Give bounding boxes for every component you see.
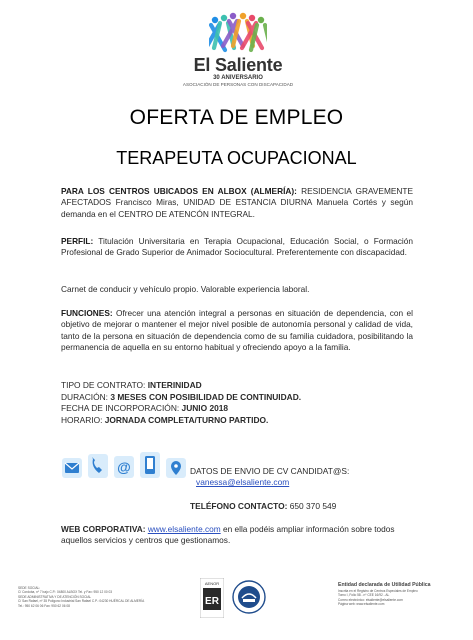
contract-type: [61, 380, 301, 392]
logo-subtitle: ASOCIACIÓN DE PERSONAS CON DISCAPACIDAD: [182, 82, 294, 87]
footer-addresses: [18, 586, 144, 608]
centers-label: PARA LOS CENTROS UBICADOS EN ALBOX (ALMERÍA):: [61, 186, 297, 196]
location-pin-icon: [166, 458, 186, 478]
web-paragraph: [61, 524, 413, 547]
phone-icon: [88, 454, 108, 478]
footer-line: C/ Cordoba, nº 7 bajo C.P.: 04800 ALBOX Tel. y Fax: 950 12 00 03: [18, 590, 113, 595]
contract-details: [61, 380, 301, 426]
contact-icons: [60, 448, 188, 482]
logo-name: El Saliente: [193, 55, 283, 75]
footer-legal-line: Tomo I, Folio 58 - nº CEE 16/92 - AL: [338, 593, 390, 598]
contract-duration-label: DURACIÓN:: [61, 391, 111, 402]
contract-schedule-label: HORARIO:: [61, 414, 105, 425]
requirements-paragraph: Carnet de conducir y vehículo propio. Valorable experiencia laboral.: [61, 284, 310, 294]
aenor-seal: [200, 578, 224, 618]
functions-label: FUNCIONES:: [61, 308, 113, 318]
job-title: TERAPEUTA OCUPACIONAL: [116, 148, 357, 168]
contract-schedule: [61, 415, 301, 427]
contract-start: [61, 403, 301, 415]
at-icon: [114, 456, 134, 478]
mail-icon: [62, 458, 82, 478]
contract-type-value: INTERINIDAD: [147, 380, 202, 390]
profile-text: Titulación Universitaria en Terapia Ocupacional, Educación Social, o Formación Profesional de Grado Superior de Animador Sociocultural. Preferentemente con discapacidad.: [61, 236, 413, 258]
quality-seal: [232, 580, 266, 614]
centers-text: RESIDENCIA GRAVEMENTE AFECTADOS Francisco Miras, UNIDAD DE ESTANCIA DIURNA Manuela Cortés y según demanda en el CENTRO DE ATENCÓN INTEGRAL.: [61, 186, 413, 219]
phone-label: TELÉFONO CONTACTO:: [190, 501, 290, 511]
functions-text: Ofrecer una atención integral a personas en situación de dependencia, con el objetivo de mejorar o mantener el mejor nivel posible de autonomía personal y calidad de vida, tanto de la persona en situación de dependencia como de su familia cuidadora, posibilitando la permanencia de aquella en su entorno habitual y ofreciendo apoyo a la familia.: [61, 308, 413, 353]
figure-head: [240, 13, 246, 19]
svg-text:@: @: [117, 459, 131, 475]
contract-duration-value: 3 MESES CON POSIBILIDAD DE CONTINUIDAD.: [110, 391, 302, 402]
people-figures-icon: [209, 12, 267, 54]
el-saliente-logo: [180, 12, 296, 88]
cv-contact-title: DATOS DE ENVIO DE CV CANDIDAT@S:: [190, 466, 350, 476]
footer-legal-line: Página web: www.elsaliente.com: [338, 602, 385, 607]
contract-duration: [61, 392, 301, 404]
web-link[interactable]: www.elsaliente.com: [147, 524, 221, 534]
contract-schedule-value: JORNADA COMPLETA/TURNO PARTIDO.: [104, 414, 269, 425]
contract-type-label: TIPO DE CONTRATO:: [61, 380, 148, 390]
phone-number: 650 370 549: [289, 501, 337, 511]
contact-phone: [190, 501, 336, 511]
footer-line: Tel.: 950 62 06 06 Fax: 950 62 06 08: [18, 603, 70, 608]
web-label: WEB CORPORATIVA:: [61, 524, 148, 534]
footer-legal-line: Inscrita en el Registro de Centros Especiales de Empleo: [338, 589, 418, 593]
profile-paragraph: [61, 236, 413, 259]
seal-label: AENOR: [204, 581, 220, 586]
cv-email-link[interactable]: vanessa@elsaliente.com: [196, 477, 290, 487]
footer-legal-line: Correo electrónico: elsaliente@elsaliente.com: [338, 597, 403, 602]
centers-paragraph: [61, 186, 413, 220]
web-text: en ella podéis ampliar información sobre todos aquellos servicios y centros que gestionamos.: [61, 524, 395, 546]
footer-line: SEDE ADMINISTRATIVA Y DE ATENCIÓN SOCIAL: [18, 594, 92, 599]
footer-legal: [338, 582, 456, 607]
footer-line: SEDE SOCIAL:: [18, 586, 41, 590]
logo-tagline: 30 ANIVERSARIO: [213, 75, 263, 81]
contract-start-label: FECHA DE INCORPORACIÓN:: [61, 403, 182, 413]
profile-label: PERFIL:: [61, 236, 94, 246]
page-title: OFERTA DE EMPLEO: [129, 106, 344, 129]
seal-text: ER: [205, 596, 219, 607]
mobile-icon: [140, 452, 160, 478]
figure-head: [230, 13, 236, 19]
figure-head: [221, 15, 227, 21]
footer-line: C/ San Rafael, nº 35 Polígono Industrial San Rafael C.P.: 04230 HUÉRCAL DE ALMERÍA: [18, 599, 145, 604]
contract-start-value: JUNIO 2018: [181, 403, 229, 413]
figure-head: [249, 15, 255, 21]
figure-head: [212, 17, 218, 23]
functions-paragraph: [61, 308, 413, 354]
utility-declaration: Entidad declarada de Utilidad Pública: [338, 582, 431, 588]
figure-head: [258, 17, 264, 23]
